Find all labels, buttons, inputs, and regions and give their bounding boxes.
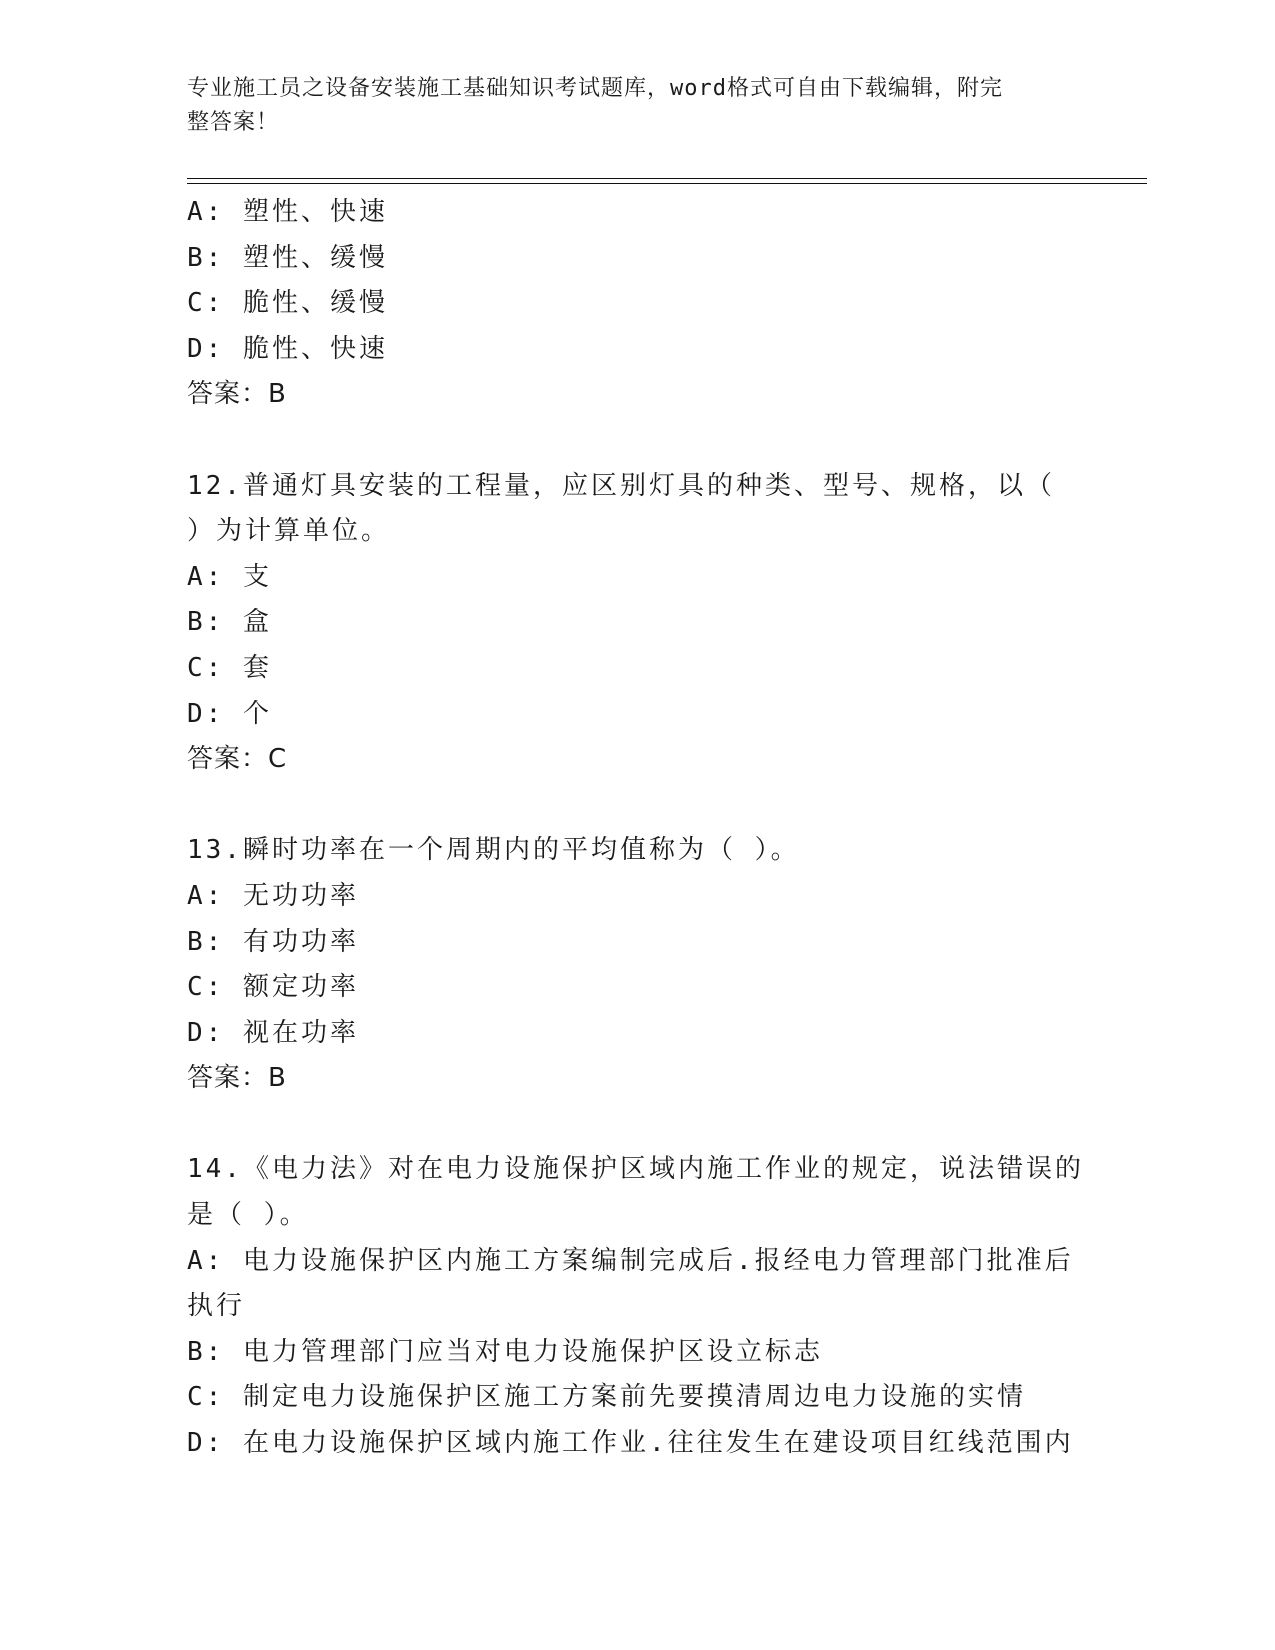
question-text-line-1: 14.《电力法》对在电力设施保护区域内施工作业的规定，说法错误的 — [187, 1154, 1084, 1185]
option-d: D: 个 — [187, 698, 272, 729]
option-b: B: 电力管理部门应当对电力设施保护区设立标志 — [187, 1336, 823, 1367]
question-list — [187, 190, 1087, 1467]
option-c: C: 套 — [187, 652, 272, 683]
option-c: C: 制定电力设施保护区施工方案前先要摸清周边电力设施的实情 — [187, 1382, 1026, 1413]
header-line-1: 专业施工员之设备安装施工基础知识考试题库，word格式可自由下载编辑，附完 — [187, 76, 1003, 101]
question-text-line-2: ）为计算单位。 — [187, 516, 391, 547]
answer: 答案：B — [187, 379, 287, 410]
option-a: A: 支 — [187, 561, 272, 592]
option-c: C: 脆性、缓慢 — [187, 288, 388, 319]
answer: 答案：C — [187, 744, 288, 775]
header-rule-top — [187, 178, 1147, 179]
option-b: B: 盒 — [187, 607, 272, 638]
option-d: D: 在电力设施保护区域内施工作业.往往发生在建设项目红线范围内 — [187, 1428, 1074, 1459]
option-d: D: 视在功率 — [187, 1017, 359, 1048]
answer: 答案：B — [187, 1063, 287, 1094]
option-b: B: 有功功率 — [187, 926, 359, 957]
option-a-line-1: A: 电力设施保护区内施工方案编制完成后.报经电力管理部门批准后 — [187, 1245, 1074, 1276]
header-rule-bottom — [187, 183, 1147, 184]
option-c: C: 额定功率 — [187, 972, 359, 1003]
option-d: D: 脆性、快速 — [187, 333, 388, 364]
question-11 — [187, 190, 1087, 418]
option-a-line-2: 执行 — [187, 1291, 246, 1322]
question-text-line-1: 12.普通灯具安装的工程量，应区别灯具的种类、型号、规格，以（ — [187, 470, 1055, 501]
question-12 — [187, 464, 1087, 783]
question-13 — [187, 828, 1087, 1102]
question-text-line-1: 13.瞬时功率在一个周期内的平均值称为（ ）。 — [187, 835, 800, 866]
option-a: A: 塑性、快速 — [187, 197, 388, 227]
option-b: B: 塑性、缓慢 — [187, 242, 388, 273]
question-14 — [187, 1147, 1087, 1466]
question-text-line-2: 是（ ）。 — [187, 1200, 309, 1231]
option-a: A: 无功功率 — [187, 880, 359, 911]
document-header — [187, 72, 1067, 140]
header-line-2: 整答案！ — [187, 110, 280, 135]
